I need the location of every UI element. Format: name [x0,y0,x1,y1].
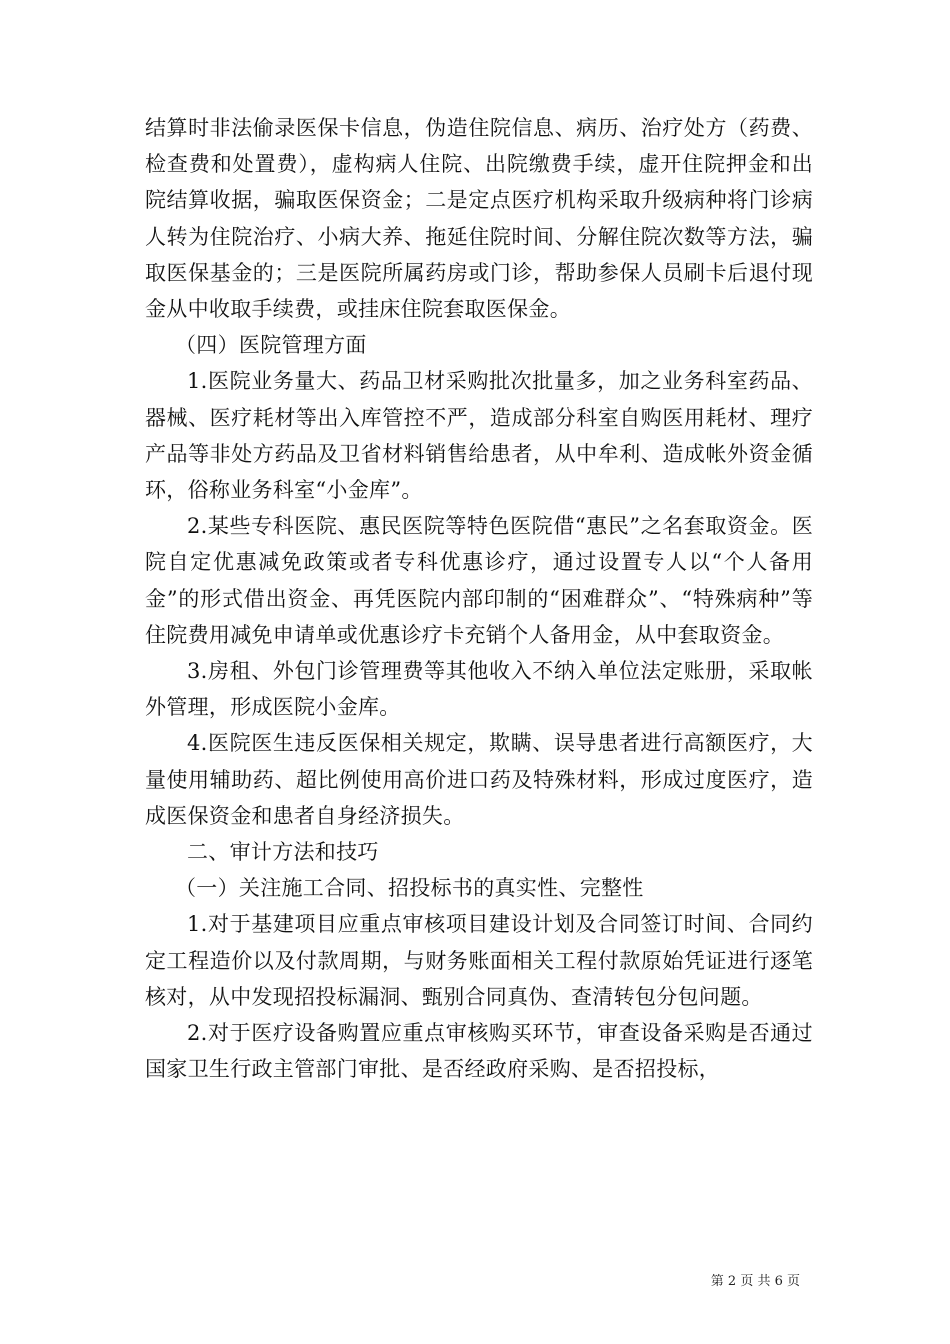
section-heading-hospital-management: （四）医院管理方面 [175,333,367,358]
paragraph-item-2: 2.某些专科医院、惠民医院等特色医院借“惠民”之名套取资金。医院自定优惠减免政策或者专科优惠诊疗，通过设置专人以“个人备用金”的形式借出资金、再凭医院内部印制的“困难群众”、“特殊病种”等住院费用减免申请单或优惠诊疗卡充销个人备用金，从中套取资金。 [145,514,813,647]
page-number-footer: 第 2 页 共 6 页 [710,1274,800,1289]
paragraph-contract-item-2: 2.对于医疗设备购置应重点审核购买环节，审查设备采购是否通过国家卫生行政主管部门审批、是否经政府采购、是否招投标， [145,1021,813,1082]
subsection-heading-contracts: （一）关注施工合同、招投标书的真实性、完整性 [175,876,644,901]
document-body [145,110,813,1087]
paragraph-item-1: 1.医院业务量大、药品卫材采购批次批量多，加之业务科室药品、器械、医疗耗材等出入库管控不严，造成部分科室自购医用耗材、理疗产品等非处方药品及卫省材料销售给患者，从中牟利、造成帐外资金循环，俗称业务科室“小金库”。 [145,369,813,503]
paragraph-item-3: 3.房租、外包门诊管理费等其他收入不纳入单位法定账册，采取帐外管理，形成医院小金库。 [145,659,813,720]
paragraph-contract-item-1: 1.对于基建项目应重点审核项目建设计划及合同签订时间、合同约定工程造价以及付款周期，与财务账面相关工程付款原始凭证进行逐笔核对，从中发现招投标漏洞、甄别合同真伪、查清转包分包问题。 [145,912,813,1009]
paragraph-item-4: 4.医院医生违反医保相关规定，欺瞒、误导患者进行高额医疗，大量使用辅助药、超比例使用高价进口药及特殊材料，形成过度医疗，造成医保资金和患者自身经济损失。 [145,731,813,828]
paragraph-fraud-methods: 结算时非法偷录医保卡信息，伪造住院信息、病历、治疗处方（药费、检查费和处置费），虚构病人住院、出院缴费手续，虚开住院押金和出院结算收据，骗取医保资金；二是定点医疗机构采取升级病种将门诊病人转为住院治疗、小病大养、拖延住院时间、分解住院次数等方法，骗取医保基金的；三是医院所属药房或门诊，帮助参保人员刷卡后退付现金从中收取手续费，或挂床住院套取医保金。 [145,116,813,322]
section-heading-audit-methods: 二、审计方法和技巧 [187,840,379,865]
